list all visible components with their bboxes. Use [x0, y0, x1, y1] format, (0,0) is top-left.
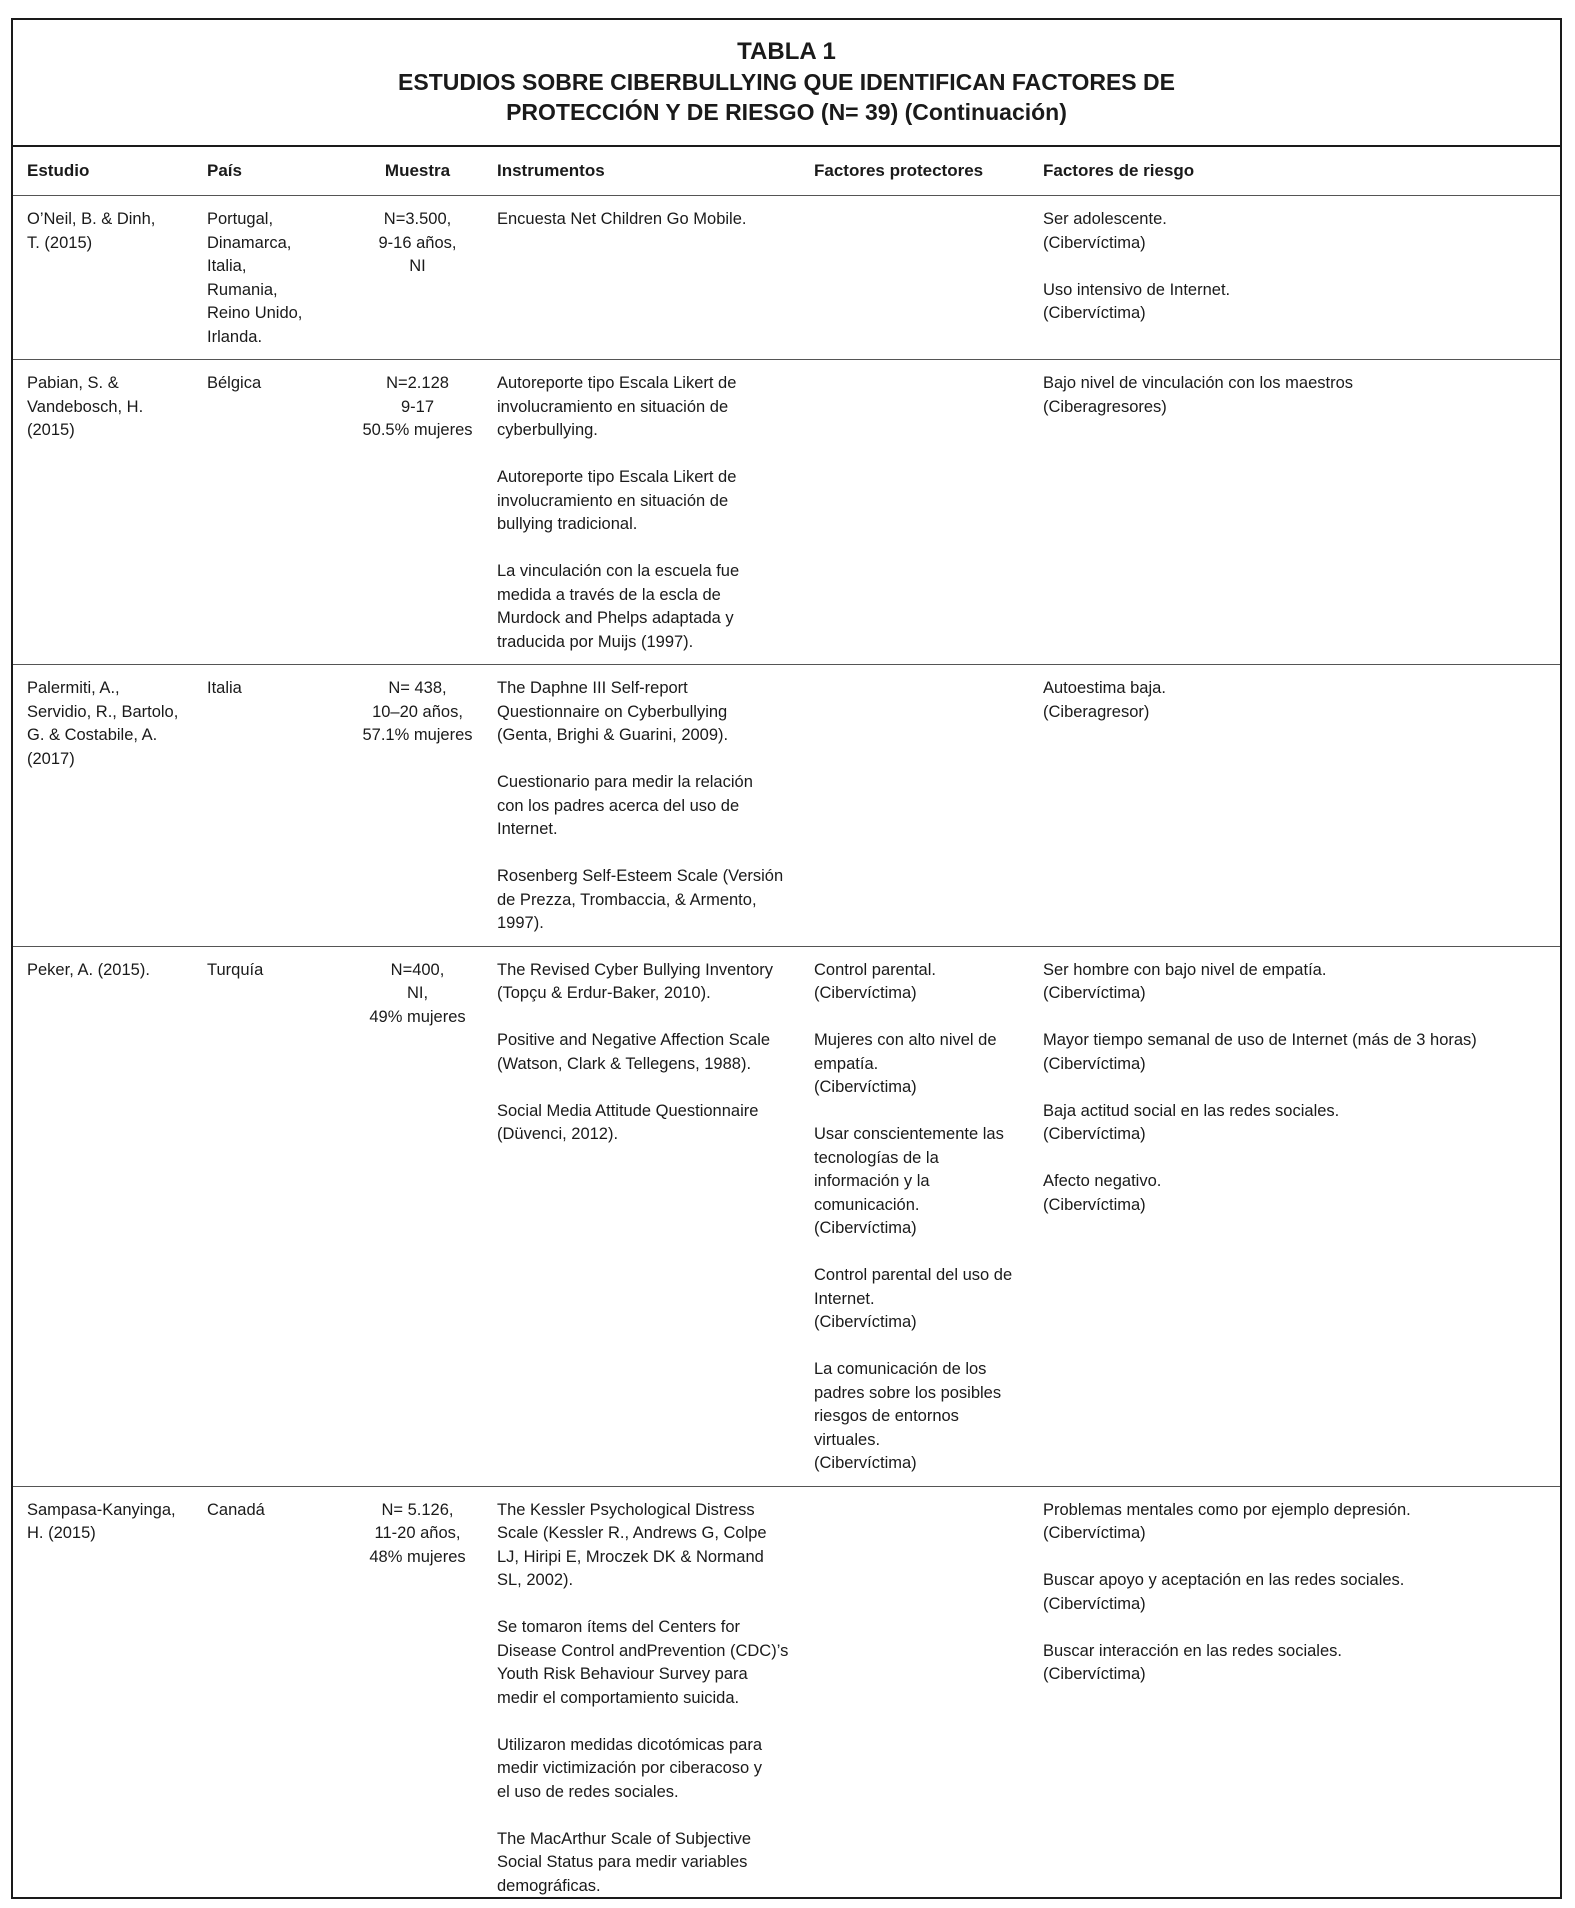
cell-line: Problemas mentales como por ejemplo depresión. — [1043, 1499, 1554, 1523]
cell-line: Reino Unido, — [207, 302, 352, 326]
header-factores-riesgo: Factores de riesgo — [1029, 147, 1560, 196]
cell-line: Control parental del uso de — [814, 1264, 1023, 1288]
cell-line: (Cibervíctima) — [814, 1311, 1023, 1335]
cell-line: Autoreporte tipo Escala Likert de — [497, 372, 794, 396]
cell-line: La comunicación de los — [814, 1358, 1023, 1382]
cell-line: (Cibervíctima) — [1043, 1663, 1554, 1687]
table-number: TABLA 1 — [13, 37, 1560, 67]
cell-line: 10–20 años, — [362, 701, 473, 725]
cell-instrumentos — [483, 1486, 800, 1908]
cell-line: (Topçu & Erdur-Baker, 2010). — [497, 982, 794, 1006]
cell-estudio — [13, 665, 193, 947]
cell-paragraph — [814, 1358, 1023, 1476]
cell-line: demográficas. — [497, 1875, 794, 1899]
cell-line: (Cibervíctima) — [1043, 982, 1554, 1006]
cell-line: Rumania, — [207, 279, 352, 303]
cell-estudio — [13, 1486, 193, 1908]
cell-line: Mujeres con alto nivel de — [814, 1029, 1023, 1053]
cell-line: comunicación. — [814, 1194, 1023, 1218]
cell-line: Palermiti, A., — [27, 677, 187, 701]
cell-line: medir el comportamiento suicida. — [497, 1687, 794, 1711]
cell-line: Afecto negativo. — [1043, 1170, 1554, 1194]
cell-instrumentos — [483, 946, 800, 1486]
cell-line: (2017) — [27, 748, 187, 772]
cell-line: (Cibervíctima) — [814, 1076, 1023, 1100]
cell-line: T. (2015) — [27, 232, 187, 256]
cell-paragraph — [1043, 1170, 1554, 1217]
cell-line: Italia, — [207, 255, 352, 279]
cell-paragraph — [814, 1029, 1023, 1100]
cell-pais — [193, 665, 358, 947]
header-muestra: Muestra — [358, 147, 483, 196]
cell-instrumentos — [483, 360, 800, 665]
cell-line: cyberbullying. — [497, 419, 794, 443]
header-pais: País — [193, 147, 358, 196]
cell-line: (Cibervíctima) — [1043, 1053, 1554, 1077]
table-row — [13, 946, 1560, 1486]
cell-paragraph — [497, 466, 794, 537]
cell-line: (Genta, Brighi & Guarini, 2009). — [497, 724, 794, 748]
cell-line: empatía. — [814, 1053, 1023, 1077]
table-title-line-1: ESTUDIOS SOBRE CIBERBULLYING QUE IDENTIFICAN FACTORES DE — [13, 67, 1560, 97]
cell-muestra — [358, 196, 483, 360]
cell-line: Positive and Negative Affection Scale — [497, 1029, 794, 1053]
cell-line: Social Status para medir variables — [497, 1851, 794, 1875]
cell-line: 57.1% mujeres — [362, 724, 473, 748]
cell-factores-protectores — [800, 1486, 1029, 1908]
cell-paragraph — [1043, 959, 1554, 1006]
cell-line: Portugal, — [207, 208, 352, 232]
cell-paragraph — [497, 1616, 794, 1710]
table-body — [13, 196, 1560, 1908]
cell-line: N= 438, — [362, 677, 473, 701]
table-row — [13, 665, 1560, 947]
cell-pais — [193, 360, 358, 665]
cell-paragraph — [497, 1029, 794, 1076]
cell-pais — [193, 1486, 358, 1908]
cell-paragraph — [1043, 1640, 1554, 1687]
cell-paragraph — [497, 1734, 794, 1805]
cell-paragraph — [497, 1100, 794, 1147]
cell-line: Buscar apoyo y aceptación en las redes sociales. — [1043, 1569, 1554, 1593]
cell-line: traducida por Muijs (1997). — [497, 631, 794, 655]
cell-line: bullying tradicional. — [497, 513, 794, 537]
cell-line: LJ, Hiripi E, Mroczek DK & Normand — [497, 1546, 794, 1570]
header-factores-protectores: Factores protectores — [800, 147, 1029, 196]
cell-factores-protectores — [800, 360, 1029, 665]
cell-line: el uso de redes sociales. — [497, 1781, 794, 1805]
cell-line: medida a través de la escla de — [497, 584, 794, 608]
cell-line: N= 5.126, — [362, 1499, 473, 1523]
cell-line: Turquía — [207, 959, 352, 983]
cell-line: (Cibervíctima) — [1043, 232, 1554, 256]
cell-paragraph — [814, 1264, 1023, 1335]
cell-paragraph — [497, 560, 794, 654]
table-row — [13, 1486, 1560, 1908]
cell-line: O’Neil, B. & Dinh, — [27, 208, 187, 232]
cell-line: riesgos de entornos — [814, 1405, 1023, 1429]
cell-line: 11-20 años, — [362, 1522, 473, 1546]
cell-line: N=2.128 — [362, 372, 473, 396]
cell-paragraph — [497, 771, 794, 842]
cell-pais — [193, 946, 358, 1486]
table-title — [13, 20, 1560, 147]
cell-line: Internet. — [497, 818, 794, 842]
cell-line: (Cibervíctima) — [814, 1452, 1023, 1476]
cell-line: NI — [362, 255, 473, 279]
cell-line: (Cibervíctima) — [1043, 1522, 1554, 1546]
cell-muestra — [358, 665, 483, 947]
cell-paragraph — [497, 677, 794, 748]
cell-line: Italia — [207, 677, 352, 701]
cell-line: Canadá — [207, 1499, 352, 1523]
cell-line: (Cibervíctima) — [1043, 302, 1554, 326]
cell-line: SL, 2002). — [497, 1569, 794, 1593]
cell-line: Uso intensivo de Internet. — [1043, 279, 1554, 303]
cell-paragraph — [1043, 208, 1554, 255]
cell-line: (Düvenci, 2012). — [497, 1123, 794, 1147]
cell-line: con los padres acerca del uso de — [497, 795, 794, 819]
cell-line: The Revised Cyber Bullying Inventory — [497, 959, 794, 983]
studies-table — [13, 147, 1560, 1908]
cell-factores-protectores — [800, 665, 1029, 947]
cell-line: NI, — [362, 982, 473, 1006]
cell-line: H. (2015) — [27, 1522, 187, 1546]
cell-line: The Daphne III Self-report — [497, 677, 794, 701]
header-estudio: Estudio — [13, 147, 193, 196]
cell-line: 9-17 — [362, 396, 473, 420]
cell-paragraph — [497, 372, 794, 443]
header-instrumentos: Instrumentos — [483, 147, 800, 196]
cell-instrumentos — [483, 665, 800, 947]
cell-estudio — [13, 360, 193, 665]
cell-line: Autoreporte tipo Escala Likert de — [497, 466, 794, 490]
cell-line: Scale (Kessler R., Andrews G, Colpe — [497, 1522, 794, 1546]
cell-line: (Ciberagresores) — [1043, 396, 1554, 420]
cell-line: Pabian, S. & — [27, 372, 187, 396]
cell-estudio — [13, 196, 193, 360]
cell-line: La vinculación con la escuela fue — [497, 560, 794, 584]
cell-paragraph — [1043, 1569, 1554, 1616]
cell-line: Utilizaron medidas dicotómicas para — [497, 1734, 794, 1758]
table-row — [13, 360, 1560, 665]
cell-paragraph — [1043, 677, 1554, 724]
cell-line: Servidio, R., Bartolo, — [27, 701, 187, 725]
cell-instrumentos — [483, 196, 800, 360]
cell-paragraph — [497, 1499, 794, 1593]
cell-line: Ser adolescente. — [1043, 208, 1554, 232]
cell-line: (Cibervíctima) — [1043, 1593, 1554, 1617]
cell-line: Cuestionario para medir la relación — [497, 771, 794, 795]
cell-line: Encuesta Net Children Go Mobile. — [497, 208, 794, 232]
cell-line: Disease Control andPrevention (CDC)’s — [497, 1640, 794, 1664]
cell-line: medir victimización por ciberacoso y — [497, 1757, 794, 1781]
cell-muestra — [358, 1486, 483, 1908]
cell-paragraph — [1043, 372, 1554, 419]
cell-line: involucramiento en situación de — [497, 490, 794, 514]
cell-paragraph — [497, 1828, 794, 1899]
cell-factores-riesgo — [1029, 1486, 1560, 1908]
cell-line: Internet. — [814, 1288, 1023, 1312]
cell-line: Questionnaire on Cyberbullying — [497, 701, 794, 725]
cell-line: (Cibervíctima) — [1043, 1194, 1554, 1218]
cell-line: Irlanda. — [207, 326, 352, 350]
cell-line: padres sobre los posibles — [814, 1382, 1023, 1406]
cell-muestra — [358, 360, 483, 665]
cell-factores-riesgo — [1029, 360, 1560, 665]
cell-line: Vandebosch, H. — [27, 396, 187, 420]
cell-line: de Prezza, Trombaccia, & Armento, — [497, 889, 794, 913]
cell-factores-protectores — [800, 946, 1029, 1486]
table-row — [13, 196, 1560, 360]
cell-line: 48% mujeres — [362, 1546, 473, 1570]
cell-line: Buscar interacción en las redes sociales. — [1043, 1640, 1554, 1664]
cell-line: Usar conscientemente las — [814, 1123, 1023, 1147]
cell-muestra — [358, 946, 483, 1486]
cell-line: (Ciberagresor) — [1043, 701, 1554, 725]
cell-line: virtuales. — [814, 1429, 1023, 1453]
table-header-row — [13, 147, 1560, 196]
cell-line: (Cibervíctima) — [1043, 1123, 1554, 1147]
cell-line: (Watson, Clark & Tellegens, 1988). — [497, 1053, 794, 1077]
cell-line: (Cibervíctima) — [814, 982, 1023, 1006]
cell-line: Youth Risk Behaviour Survey para — [497, 1663, 794, 1687]
cell-line: Mayor tiempo semanal de uso de Internet (más de 3 horas) — [1043, 1029, 1554, 1053]
table-frame — [11, 18, 1562, 1899]
cell-line: N=400, — [362, 959, 473, 983]
cell-line: N=3.500, — [362, 208, 473, 232]
cell-factores-riesgo — [1029, 665, 1560, 947]
cell-paragraph — [497, 959, 794, 1006]
cell-line: Murdock and Phelps adaptada y — [497, 607, 794, 631]
table-title-line-2: PROTECCIÓN Y DE RIESGO (N= 39) (Continuación) — [13, 97, 1560, 127]
cell-line: 1997). — [497, 912, 794, 936]
cell-line: Ser hombre con bajo nivel de empatía. — [1043, 959, 1554, 983]
cell-line: Baja actitud social en las redes sociales. — [1043, 1100, 1554, 1124]
cell-paragraph — [497, 865, 794, 936]
cell-line: Bélgica — [207, 372, 352, 396]
cell-line: (Cibervíctima) — [814, 1217, 1023, 1241]
cell-paragraph — [497, 208, 794, 232]
cell-pais — [193, 196, 358, 360]
cell-line: involucramiento en situación de — [497, 396, 794, 420]
cell-line: Control parental. — [814, 959, 1023, 983]
cell-line: The MacArthur Scale of Subjective — [497, 1828, 794, 1852]
cell-paragraph — [1043, 1100, 1554, 1147]
cell-line: 9-16 años, — [362, 232, 473, 256]
cell-line: G. & Costabile, A. — [27, 724, 187, 748]
cell-line: Dinamarca, — [207, 232, 352, 256]
cell-line: Se tomaron ítems del Centers for — [497, 1616, 794, 1640]
cell-factores-riesgo — [1029, 946, 1560, 1486]
cell-line: Sampasa-Kanyinga, — [27, 1499, 187, 1523]
cell-line: Bajo nivel de vinculación con los maestros — [1043, 372, 1554, 396]
cell-paragraph — [814, 959, 1023, 1006]
cell-line: Autoestima baja. — [1043, 677, 1554, 701]
cell-estudio — [13, 946, 193, 1486]
cell-factores-riesgo — [1029, 196, 1560, 360]
cell-factores-protectores — [800, 196, 1029, 360]
cell-paragraph — [1043, 279, 1554, 326]
cell-line: información y la — [814, 1170, 1023, 1194]
cell-line: 49% mujeres — [362, 1006, 473, 1030]
cell-line: Social Media Attitude Questionnaire — [497, 1100, 794, 1124]
cell-paragraph — [814, 1123, 1023, 1241]
cell-line: tecnologías de la — [814, 1147, 1023, 1171]
cell-line: 50.5% mujeres — [362, 419, 473, 443]
cell-line: The Kessler Psychological Distress — [497, 1499, 794, 1523]
cell-paragraph — [1043, 1499, 1554, 1546]
cell-line: Rosenberg Self-Esteem Scale (Versión — [497, 865, 794, 889]
cell-line: Peker, A. (2015). — [27, 959, 187, 983]
cell-line: (2015) — [27, 419, 187, 443]
cell-paragraph — [1043, 1029, 1554, 1076]
